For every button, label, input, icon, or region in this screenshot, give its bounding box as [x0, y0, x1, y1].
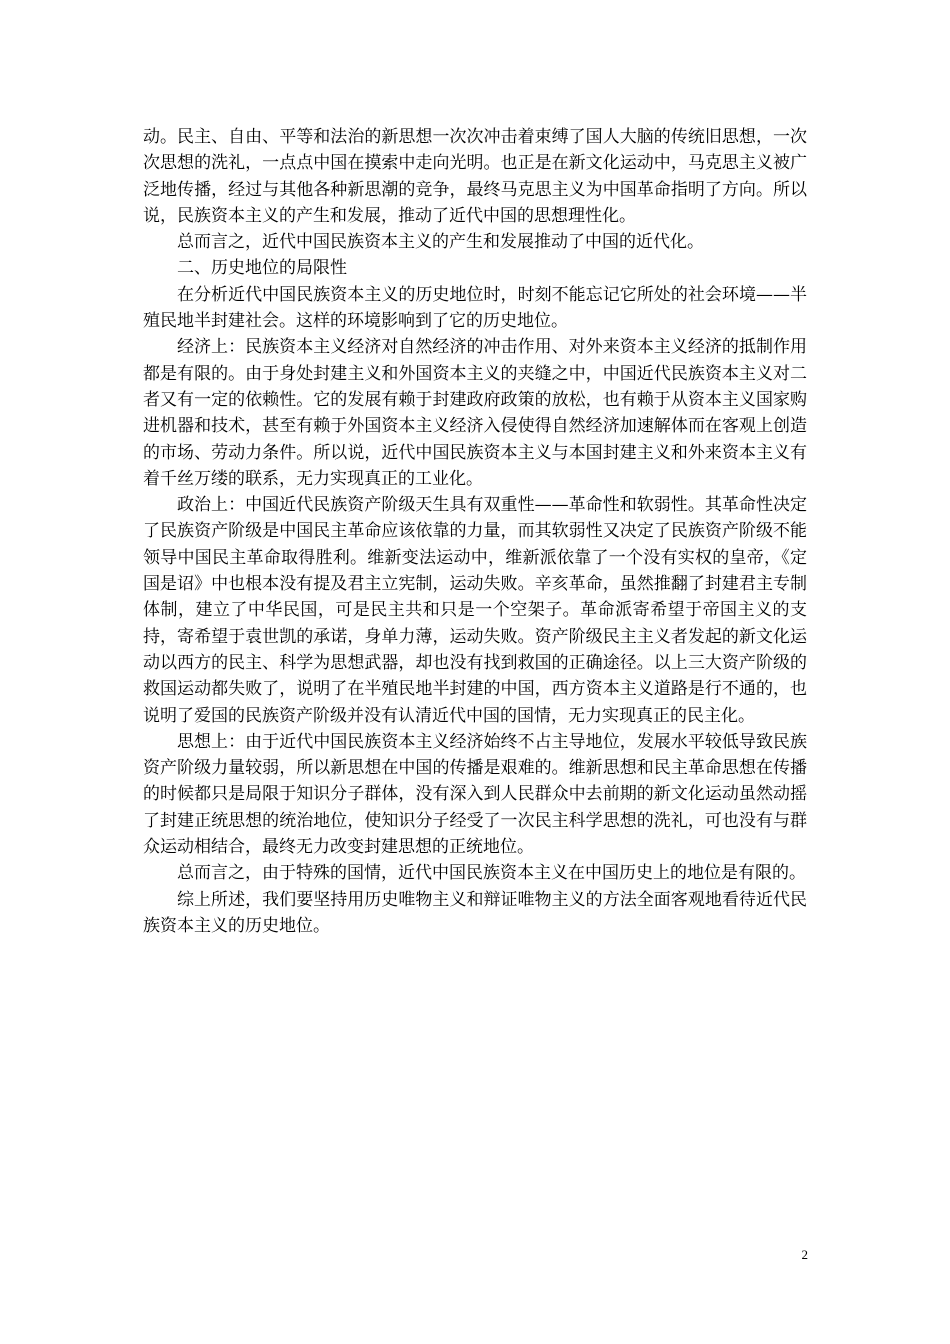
- paragraph-politics: 政治上：中国近代民族资产阶级天生具有双重性——革命性和软弱性。其革命性决定了民族资产阶级是中国民主革命应该依靠的力量，而其软弱性又决定了民族资产阶级不能领导中国民主革命取得胜利。维新变法运动中，维新派依靠了一个没有实权的皇帝，《定国是诏》中也根本没有提及君主立宪制，运动失败。辛亥革命，虽然推翻了封建君主专制体制，建立了中华民国，可是民主共和只是一个空架子。革命派寄希望于帝国主义的支持，寄希望于袁世凯的承诺，身单力薄，运动失败。资产阶级民主主义者发起的新文化运动以西方的民主、科学为思想武器，却也没有找到救国的正确途径。以上三大资产阶级的救国运动都失败了，说明了在半殖民地半封建的中国，西方资本主义道路是行不通的，也说明了爱国的民族资产阶级并没有认清近代中国的国情，无力实现真正的民主化。: [143, 495, 807, 726]
- page-number: 2: [801, 1247, 808, 1262]
- document-body: [143, 124, 807, 939]
- paragraph-thought: 思想上：由于近代中国民族资本主义经济始终不占主导地位，发展水平较低导致民族资产阶级力量较弱，所以新思想在中国的传播是艰难的。维新思想和民主革命思想在传播的时候都只是局限于知识分子群体，没有深入到人民群众中去前期的新文化运动虽然动摇了封建正统思想的统治地位，使知识分子经受了一次民主科学思想的洗礼，可也没有与群众运动相结合，最终无力改变封建思想的正统地位。: [143, 731, 807, 858]
- paragraph-summary-modernization: 总而言之，近代中国民族资本主义的产生和发展推动了中国的近代化。: [177, 232, 704, 253]
- section-heading-limitations: 二、历史地位的局限性: [177, 258, 347, 279]
- paragraph-summary-limited: 总而言之，由于特殊的国情，近代中国民族资本主义在中国历史上的地位是有限的。: [177, 863, 806, 884]
- paragraph-economy: 经济上：民族资本主义经济对自然经济的冲击作用、对外来资本主义经济的抵制作用都是有限的。由于身处封建主义和外国资本主义的夹缝之中，中国近代民族资本主义对二者又有一定的依赖性。它的发展有赖于封建政府政策的放松，也有赖于从资本主义国家购进机器和技术，甚至有赖于外国资本主义经济入侵使得自然经济加速解体而在客观上创造的市场、劳动力条件。所以说，近代中国民族资本主义与本国封建主义和外来资本主义有着千丝万缕的联系，无力实现真正的工业化。: [143, 337, 807, 489]
- paragraph-conclusion: 综上所述，我们要坚持用历史唯物主义和辩证唯物主义的方法全面客观地看待近代民族资本主义的历史地位。: [143, 889, 807, 936]
- paragraph-social-environment: 在分析近代中国民族资本主义的历史地位时，时刻不能忘记它所处的社会环境——半殖民地半封建社会。这样的环境影响到了它的历史地位。: [143, 284, 807, 332]
- paragraph-thought-rationalization: 动。民主、自由、平等和法治的新思想一次次冲击着束缚了国人大脑的传统旧思想，一次次思想的洗礼，一点点中国在摸索中走向光明。也正是在新文化运动中，马克思主义被广泛地传播，经过与其他各种新思潮的竞争，最终马克思主义为中国革命指明了方向。所以说，民族资本主义的产生和发展，推动了近代中国的思想理性化。: [143, 127, 807, 226]
